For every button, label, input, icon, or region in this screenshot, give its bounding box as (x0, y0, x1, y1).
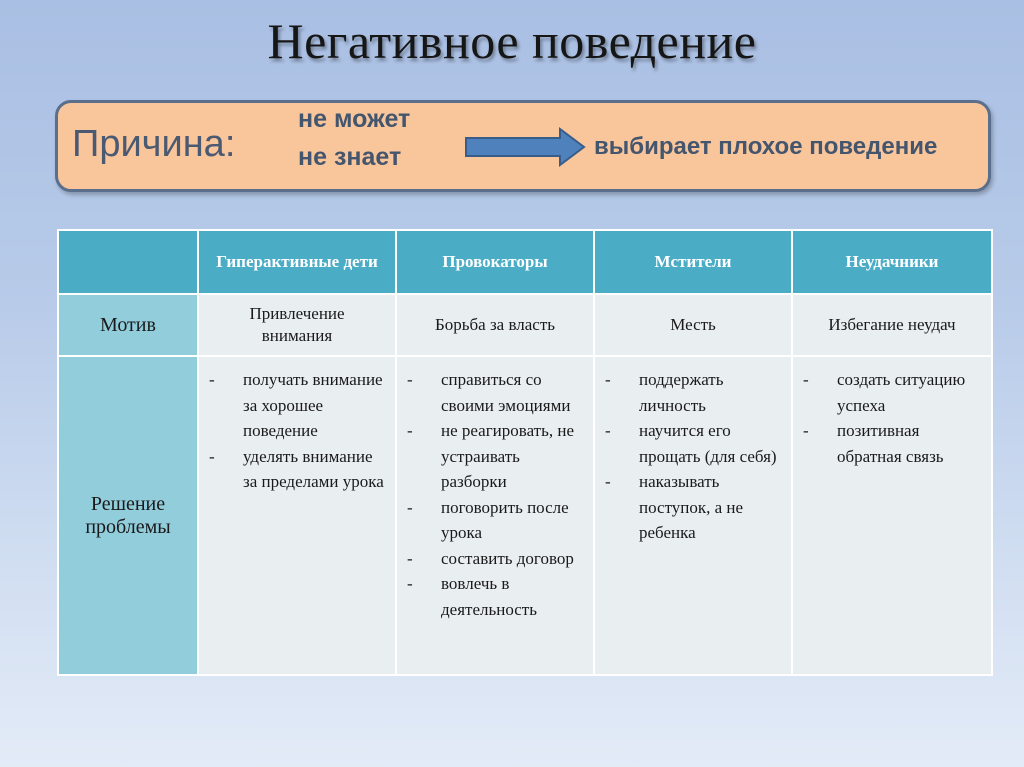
list-item: - наказывать поступок, а не ребенка (605, 472, 744, 542)
table-row-solution (58, 356, 992, 675)
list-item: - создать ситуацию успеха (803, 370, 966, 415)
column-header-avengers: Мстители (594, 230, 792, 294)
table-row-motive (58, 294, 992, 356)
column-header-provocateurs: Провокаторы (396, 230, 594, 294)
behavior-table (57, 229, 993, 676)
list-item: - уделять внимание за пределами урока (209, 446, 384, 491)
list-item: - вовлечь в деятельность (407, 574, 537, 619)
cause-option-cannot: не может (298, 105, 411, 133)
list-item: - составить договор (407, 548, 574, 568)
list-item: - научится его прощать (для себя) (605, 421, 777, 466)
list-item: - позитивная обратная связь (803, 421, 944, 466)
row-header-solution: Решение проблемы (58, 356, 198, 675)
right-arrow-icon (464, 127, 586, 167)
header-corner (58, 230, 198, 294)
solution-provocateurs (396, 356, 594, 675)
motive-hyperactive: Привлечение внимания (198, 294, 396, 356)
column-header-hyperactive: Гиперактивные дети (198, 230, 396, 294)
solution-hyperactive (198, 356, 396, 675)
solution-avengers (594, 356, 792, 675)
list-item: - справиться со своими эмоциями (407, 370, 571, 415)
table-header-row (58, 230, 992, 294)
list-item: - получать внимание за хорошее поведение (209, 370, 383, 440)
row-header-motive: Мотив (58, 294, 198, 356)
motive-provocateurs: Борьба за власть (396, 294, 594, 356)
cause-result: выбирает плохое поведение (594, 133, 938, 160)
cause-label: Причина: (72, 123, 236, 165)
solution-losers (792, 356, 992, 675)
cause-box (55, 100, 991, 192)
list-item: - не реагировать, не устраивать разборки (407, 421, 574, 491)
motive-avengers: Месть (594, 294, 792, 356)
column-header-losers: Неудачники (792, 230, 992, 294)
list-item: - поговорить после урока (407, 497, 569, 542)
motive-losers: Избегание неудач (792, 294, 992, 356)
cause-option-doesnt-know: не знает (298, 143, 402, 171)
slide-title: Негативное поведение (267, 13, 757, 69)
list-item: - поддержать личность (605, 370, 724, 415)
